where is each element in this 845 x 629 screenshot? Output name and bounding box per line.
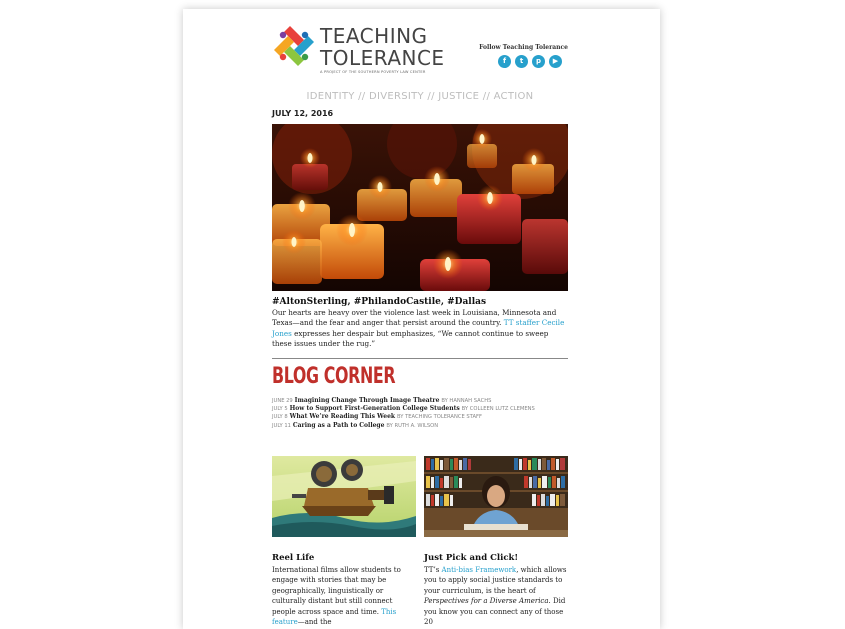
blog-item[interactable] xyxy=(272,422,568,430)
blog-date: JULY 5 xyxy=(272,406,288,413)
card-title: Just Pick and Click! xyxy=(424,553,519,563)
feature-card-reel-life xyxy=(272,456,416,627)
pinterest-icon[interactable]: p xyxy=(532,55,545,68)
blog-date: JULY 11 xyxy=(272,422,291,429)
newsletter-content xyxy=(272,9,568,627)
card-body xyxy=(424,565,568,627)
card-title: Reel Life xyxy=(272,553,315,563)
candles-hero-image[interactable] xyxy=(272,124,568,291)
anti-bias-framework-link[interactable]: Anti-bias Framework xyxy=(441,566,517,574)
headline-body-text: Our hearts are heavy over the violence last week in Louisiana, Minnesota and Texas—and the fear and anger that persist around the country. xyxy=(272,308,557,328)
blog-title[interactable]: Caring as a Path to College xyxy=(292,421,385,429)
header xyxy=(272,9,568,84)
follow-label: Follow Teaching Tolerance xyxy=(479,44,568,51)
headline-body-text-2: expresses her despair but emphasizes, “We cannot continue to sweep these issues under the rug.” xyxy=(272,328,549,349)
headline-title: #AltonSterling, #PhilandoCastile, #Dallas xyxy=(272,297,487,307)
newsletter-page xyxy=(183,9,660,629)
blog-date: JULY 8 xyxy=(272,414,288,421)
blog-author: BY RUTH A. WILSON xyxy=(386,422,439,429)
social-icons xyxy=(498,55,562,68)
blog-author: BY TEACHING TOLERANCE STAFF xyxy=(397,414,482,421)
teaching-tolerance-logo[interactable] xyxy=(272,24,316,68)
brand-tagline: A PROJECT OF THE SOUTHERN POVERTY LAW CENTER xyxy=(320,70,426,74)
this-feature-link[interactable]: This feature xyxy=(272,607,397,627)
film-projector-image[interactable] xyxy=(272,456,416,537)
feature-card-just-pick-and-click xyxy=(424,456,568,627)
card-body-text: International films allow students to engage with stories that may be geographically, linguistically or culturally distant but still connect people across space and time. xyxy=(272,566,401,616)
brand-name-line2: TOLERANCE xyxy=(320,46,445,70)
motto: IDENTITY // DIVERSITY // JUSTICE // ACTION xyxy=(306,91,534,102)
issue-date: JULY 12, 2016 xyxy=(272,109,334,118)
card-body-text-3: . Did you know you can connect any of those 20 xyxy=(424,597,566,627)
blog-item[interactable] xyxy=(272,397,568,405)
youtube-icon[interactable]: ▶ xyxy=(549,55,562,68)
blog-title[interactable]: What We’re Reading This Week xyxy=(289,413,396,421)
twitter-icon[interactable]: t xyxy=(515,55,528,68)
blog-item[interactable] xyxy=(272,413,568,421)
card-body xyxy=(272,565,416,627)
section-divider xyxy=(272,358,568,359)
blog-item[interactable] xyxy=(272,405,568,413)
blog-title[interactable]: Imagining Change Through Image Theatre xyxy=(294,397,440,404)
cecile-jones-link[interactable]: TT staffer Cecile Jones xyxy=(272,318,565,338)
headline-body xyxy=(272,308,568,350)
perspectives-title: Perspectives for a Diverse America xyxy=(424,597,549,606)
card-body-text-2: —and the xyxy=(297,618,332,627)
library-student-image[interactable] xyxy=(424,456,568,537)
card-body-text-2: , which allows you to apply social justice standards to your curriculum, is the heart of xyxy=(424,566,567,595)
facebook-icon[interactable]: f xyxy=(498,55,511,68)
blog-date: JUNE 29 xyxy=(272,398,293,404)
blog-corner-heading: BLOG CORNER xyxy=(272,364,396,389)
blog-author: BY COLLEEN LUTZ CLEMENS xyxy=(461,406,535,413)
brand-name-line1: TEACHING xyxy=(320,24,428,48)
blog-author: BY HANNAH SACHS xyxy=(441,398,492,404)
blog-title[interactable]: How to Support First-Generation College Students xyxy=(289,405,460,413)
blog-list xyxy=(272,397,568,430)
card-body-text: TT’s xyxy=(424,566,440,574)
